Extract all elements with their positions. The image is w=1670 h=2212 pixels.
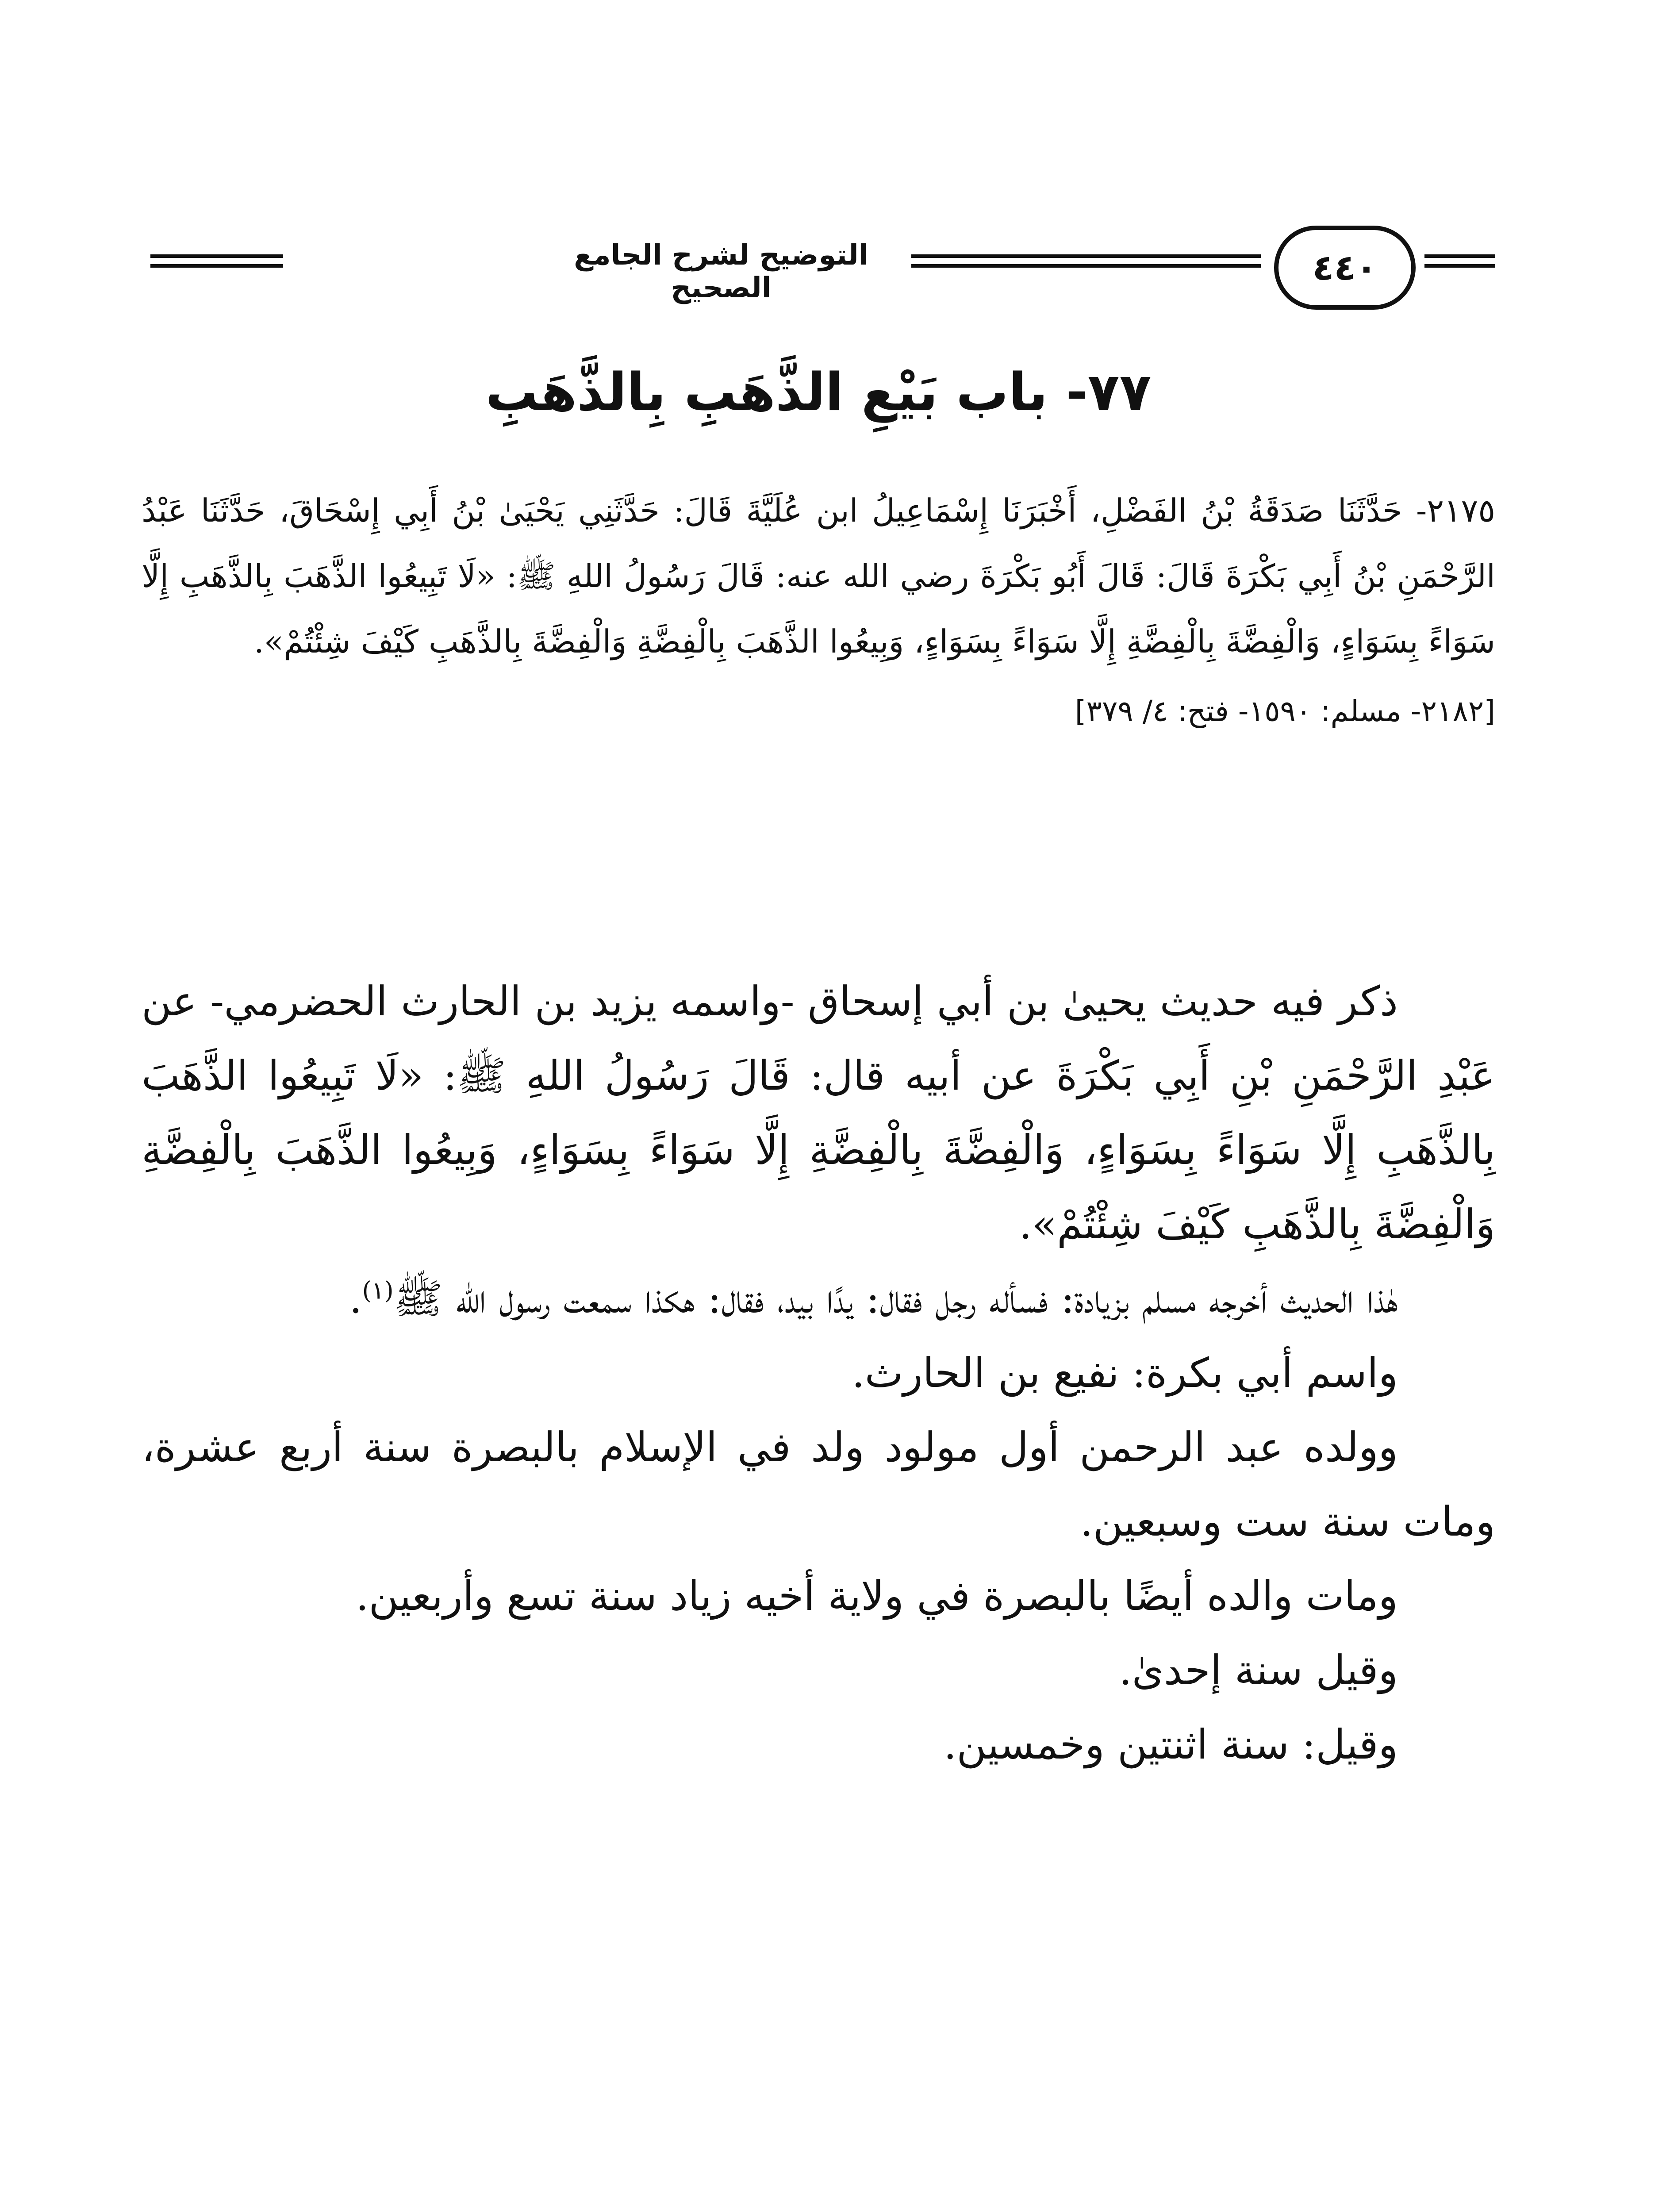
hadith-reference: [٢١٨٢- مسلم: ١٥٩٠- فتح: ٤/ ٣٧٩] <box>1075 694 1495 728</box>
hadith-text: ٢١٧٥- حَدَّثَنَا صَدَقَةُ بْنُ الفَضْلِ، أَخْبَرَنَا إِسْمَاعِيلُ ابن عُلَيَّةَ قَالَ: حَدَّثَنِي يَحْيَىٰ بْنُ أَبِي إِسْحَاقَ، حَدَّثَنَا عَبْدُ الرَّحْمَنِ بْنُ أَبِي بَكْرَةَ قَالَ: قَالَ أَبُو بَكْرَةَ رضي الله عنه: قَالَ رَسُولُ اللهِ ﷺ: «لَا تَبِيعُوا الذَّهَبَ بِالذَّهَبِ إِلَّا سَوَاءً بِسَوَاءٍ، وَالْفِضَّةَ بِالْفِضَّةِ إِلَّا سَوَاءً بِسَوَاءٍ، وَبِيعُوا الذَّهَبَ بِالْفِضَّةِ وَالْفِضَّةَ بِالذَّهَبِ كَيْفَ شِئْتُمْ». <box>142 492 1495 660</box>
commentary-paragraph-6: وقيل سنة إحدىٰ. <box>1119 1647 1398 1694</box>
commentary-paragraph-3: واسم أبي بكرة: نفيع بن الحارث. <box>852 1349 1398 1397</box>
commentary-paragraph-2-text: هٰذا الحديث أخرجه مسلم بزيادة: فسأله رجل فقال: يدًا بيد، فقال: هكذا سمعت رسول الله ﷺ <box>393 1275 1398 1322</box>
hadith-block <box>142 478 1495 744</box>
footnote-marker[interactable]: (١) <box>362 1276 394 1305</box>
commentary-paragraph-4: وولده عبد الرحمن أول مولود ولد في الإسلام بالبصرة سنة أربع عشرة، ومات سنة ست وسبعين. <box>142 1424 1495 1545</box>
commentary-paragraph-7: وقيل: سنة اثنتين وخمسين. <box>944 1721 1398 1768</box>
chapter-title: ٧٧- باب بَيْعِ الذَّهَبِ بِالذَّهَبِ <box>485 361 1152 422</box>
header-rule-left <box>150 254 283 258</box>
running-title: التوضيح لشرح الجامع الصحيح <box>574 239 868 304</box>
header-rule-right <box>1424 254 1495 258</box>
commentary-paragraph-2-end: . <box>349 1275 362 1322</box>
commentary-paragraph-5: ومات والده أيضًا بالبصرة في ولاية أخيه زياد سنة تسع وأربعين. <box>356 1572 1398 1620</box>
page-number: ٤٤٠ <box>1274 226 1416 310</box>
header-rule-middle <box>911 254 1261 258</box>
commentary-paragraph-2 <box>142 1262 1495 1336</box>
commentary <box>142 964 1495 1782</box>
page-header <box>142 221 1495 319</box>
commentary-paragraph-1: ذكر فيه حديث يحيىٰ بن أبي إسحاق -واسمه يزيد بن الحارث الحضرمي- عن عَبْدِ الرَّحْمَنِ بْنِ أَبِي بَكْرَةَ عن أبيه قال: قَالَ رَسُولُ اللهِ ﷺ: «لَا تَبِيعُوا الذَّهَبَ بِالذَّهَبِ إِلَّا سَوَاءً بِسَوَاءٍ، وَالْفِضَّةَ بِالْفِضَّةِ إِلَّا سَوَاءً بِسَوَاءٍ، وَبِيعُوا الذَّهَبَ بِالْفِضَّةِ وَالْفِضَّةَ بِالذَّهَبِ كَيْفَ شِئْتُمْ». <box>142 978 1495 1248</box>
